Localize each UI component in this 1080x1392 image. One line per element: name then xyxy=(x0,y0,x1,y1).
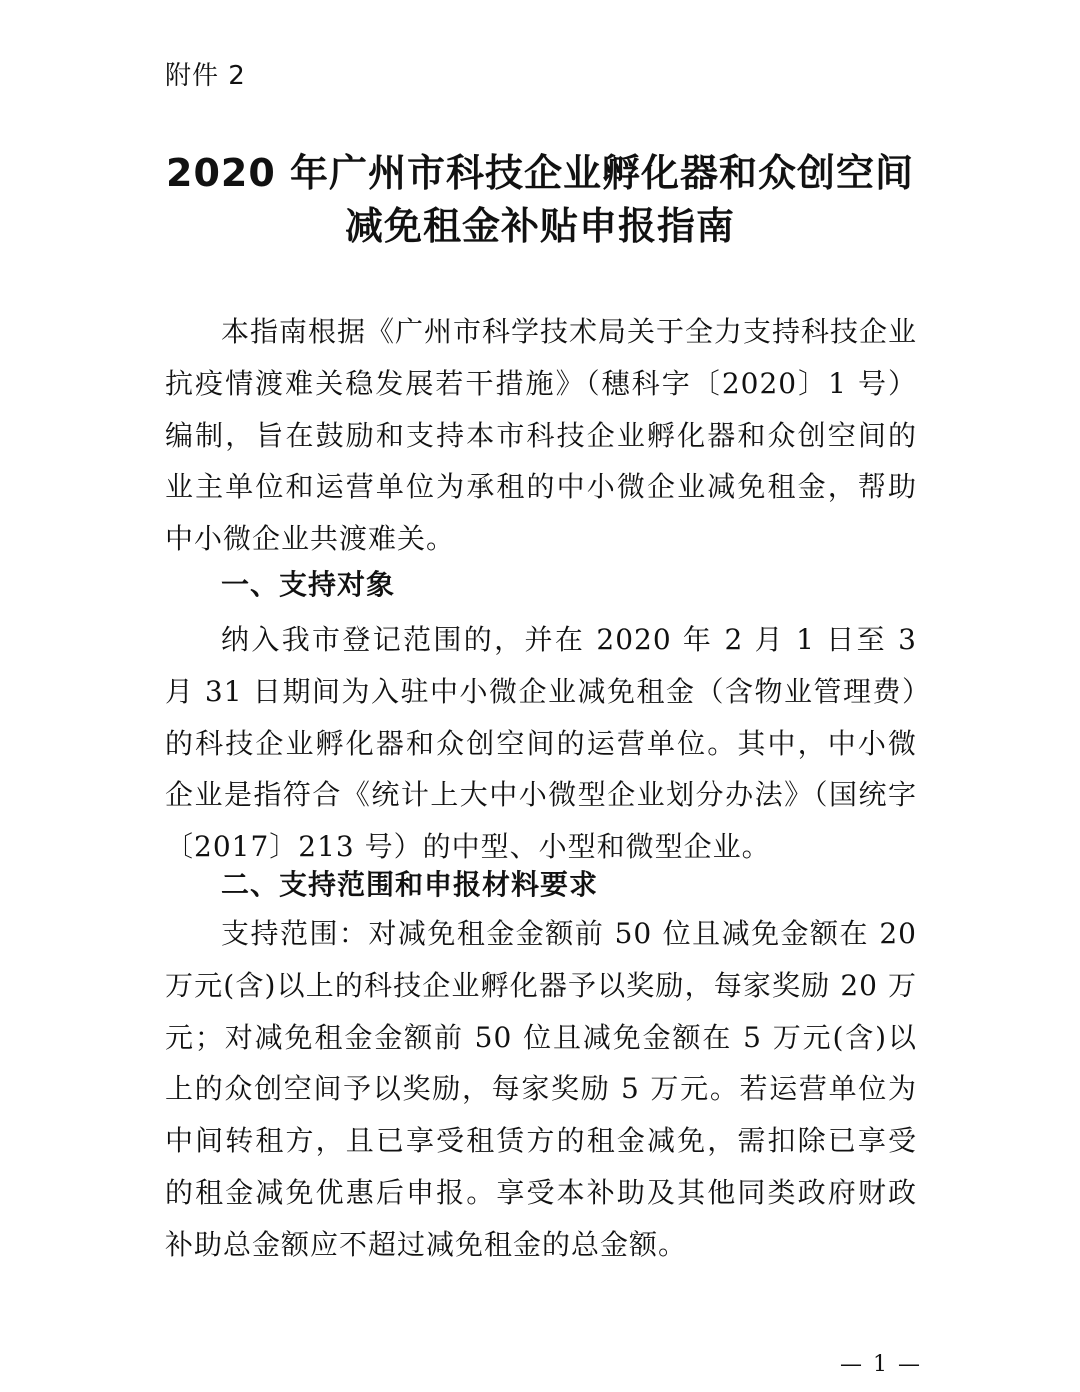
section-2-paragraph: 支持范围：对减免租金金额前 50 位且减免金额在 20 万元(含)以上的科技企业孵化器予以奖励，每家奖励 20 万元；对减免租金金额前 50 位且减免金额在 5 万元(含)以上的众创空间予以奖励，每家奖励 5 万元。若运营单位为中间转租方，且已享受租赁方的租金减免，需扣除已享受的租金减免优惠后申报。享受本补助及其他同类政府财政补助总金额应不超过减免租金的总金额。 xyxy=(165,917,917,1261)
section-1-heading: 一、支持对象 xyxy=(221,568,396,601)
section-2-heading: 二、支持范围和申报材料要求 xyxy=(221,868,599,901)
document-title-line-1: 2020 年广州市科技企业孵化器和众创空间 xyxy=(166,151,914,195)
section-1-paragraph: 纳入我市登记范围的，并在 2020 年 2 月 1 日至 3 月 31 日期间为入驻中小微企业减免租金（含物业管理费）的科技企业孵化器和众创空间的运营单位。其中，中小微企业是指符合《统计上大中小微型企业划分办法》（国统字〔2017〕213 号）的中型、小型和微型企业。 xyxy=(165,623,917,864)
attachment-label: 附件 2 xyxy=(165,61,246,91)
intro-paragraph: 本指南根据《广州市科学技术局关于全力支持科技企业抗疫情渡难关稳发展若干措施》（穗科字〔2020〕1 号）编制，旨在鼓励和支持本市科技企业孵化器和众创空间的业主单位和运营单位为承租的中小微企业减免租金，帮助中小微企业共渡难关。 xyxy=(165,315,918,556)
page-number: — 1 — xyxy=(840,1352,922,1377)
document-title-line-2: 减免租金补贴申报指南 xyxy=(344,204,735,248)
